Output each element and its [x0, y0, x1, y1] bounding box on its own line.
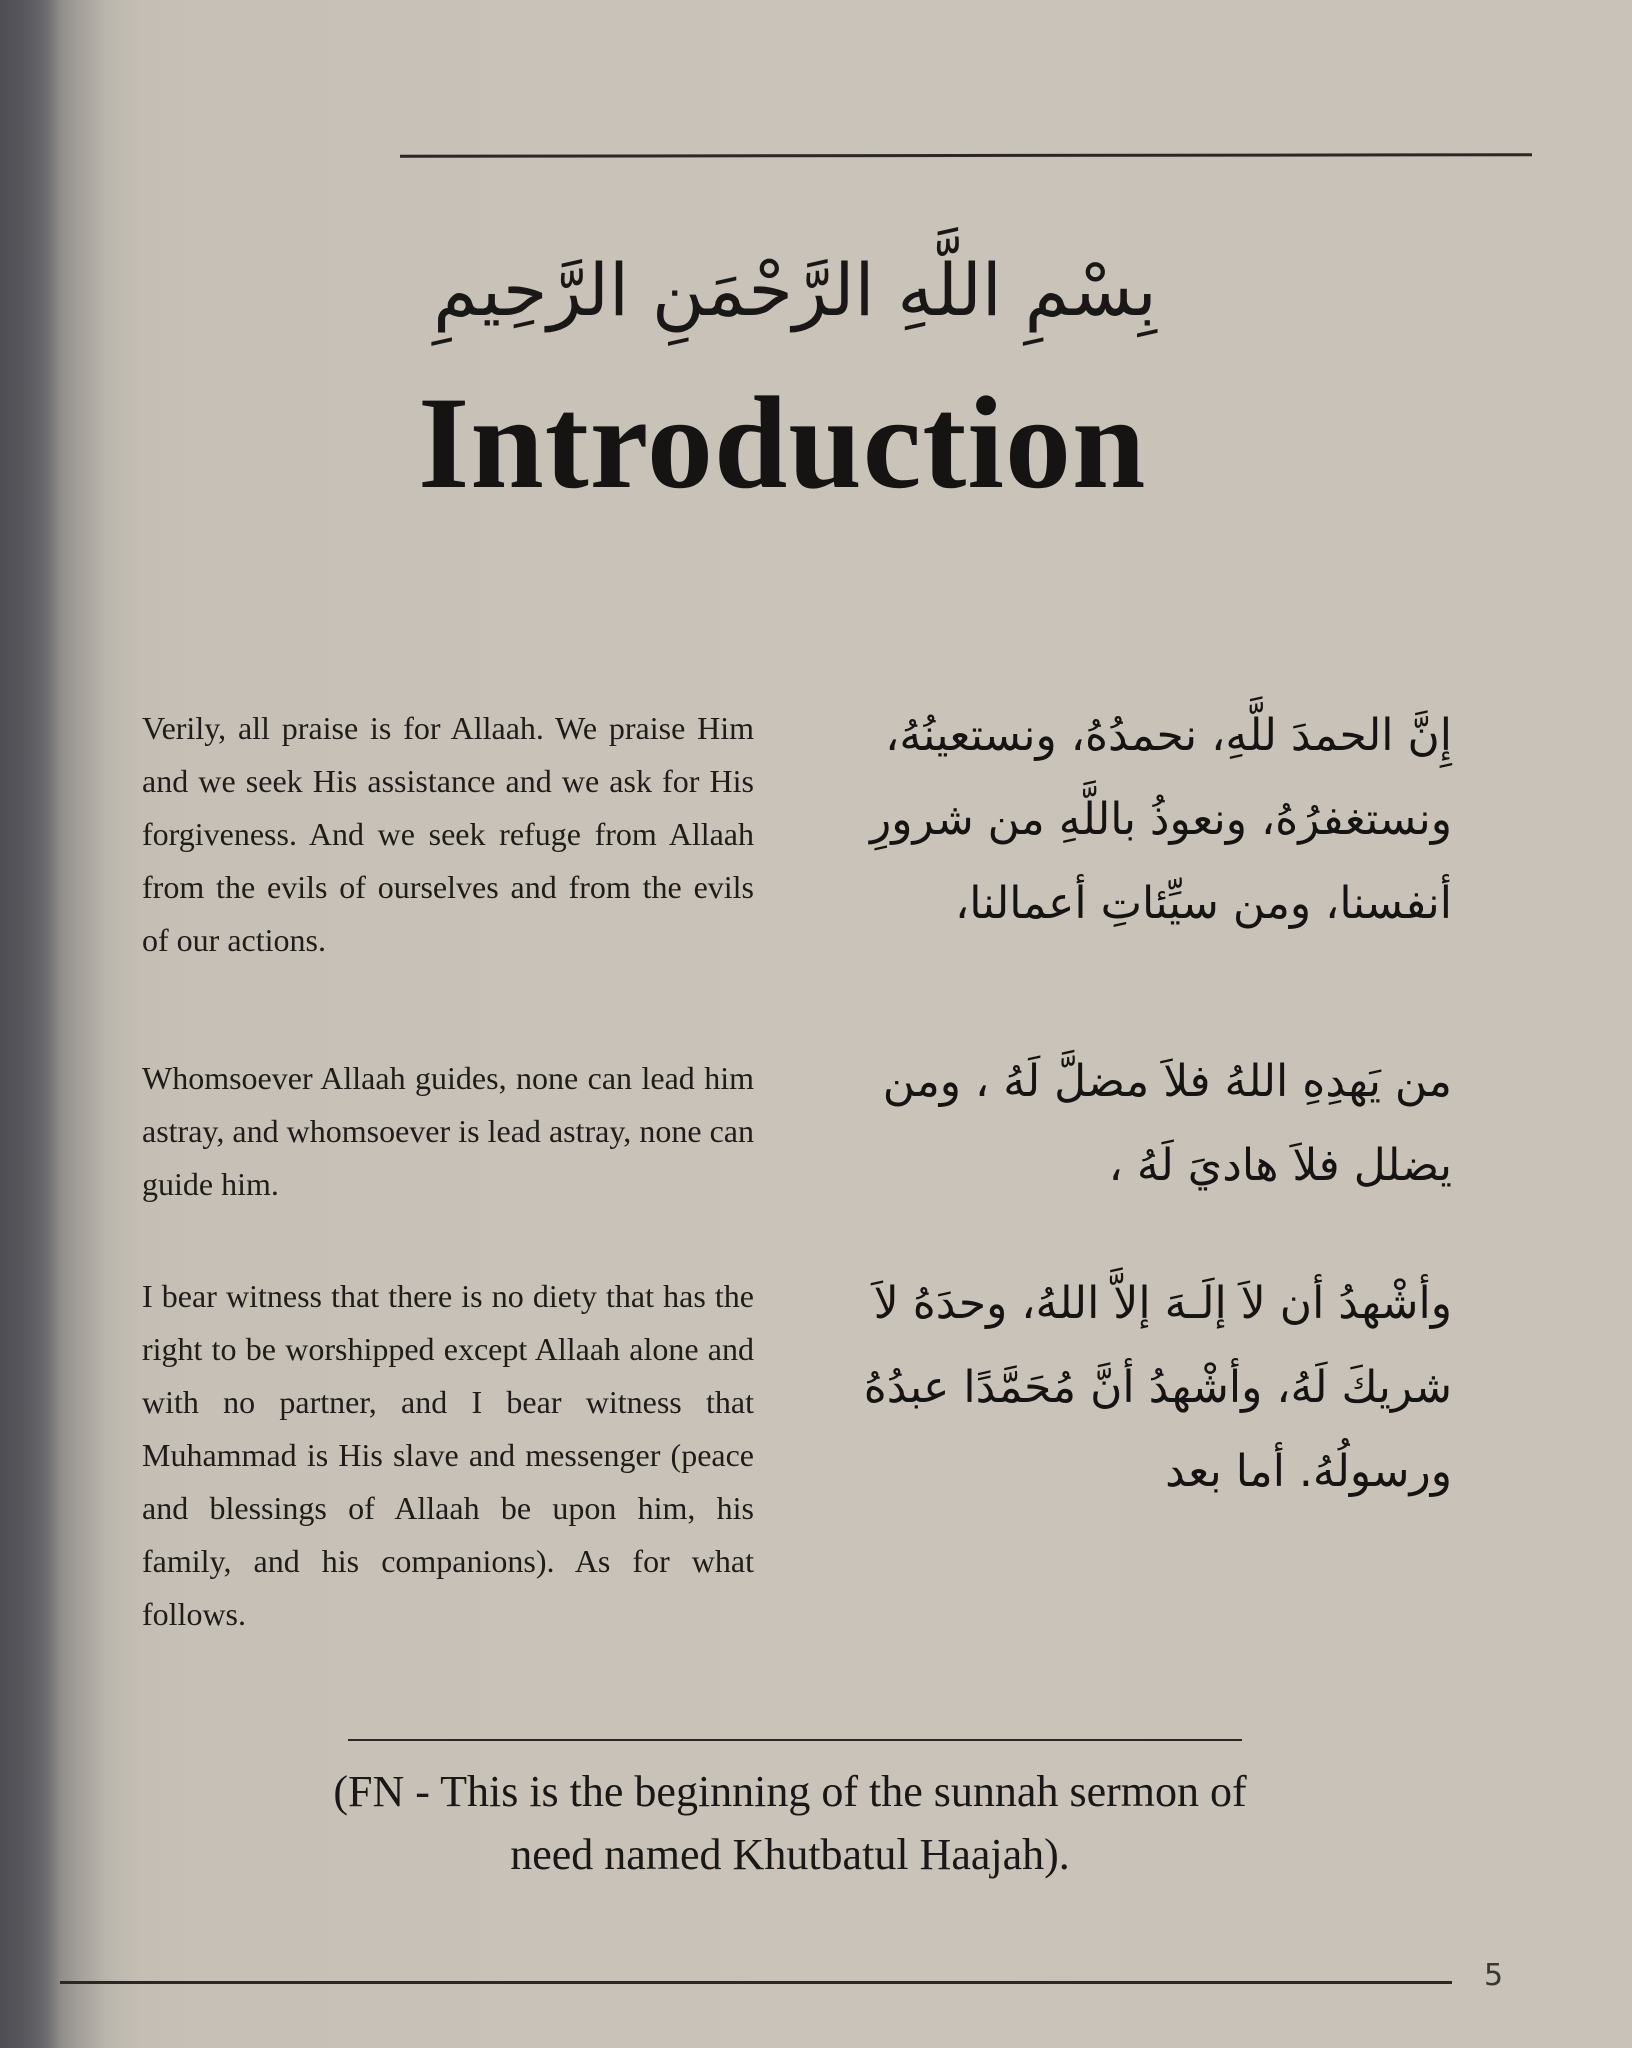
- english-paragraph-2: Whomsoever Allaah guides, none can lead him astray, and whomsoever is lead astray, none can guide him.: [142, 1060, 754, 1202]
- header-rule: [400, 153, 1532, 158]
- basmala-text: بِسْمِ اللَّهِ الرَّحْمَنِ الرَّحِيمِ: [433, 248, 1157, 332]
- arabic-paragraph-2: من يَهدِهِ اللهُ فلاَ مضلَّ لَهُ ، ومن يضلل فلاَ هاديَ لَهُ ،: [882, 1056, 1452, 1191]
- english-paragraph-3: I bear witness that there is no diety that has the right to be worshipped except Allaah alone and with no partner, and I bear witness that Muhammad is His slave and messenger (peace and blessings of Allaah be upon him, his family, and his companions). As for what follows.: [142, 1278, 754, 1632]
- page-number: 5: [1484, 1958, 1504, 1993]
- footer-rule: [60, 1981, 1452, 1984]
- footnote: (FN - This is the beginning of the sunnah sermon of need named Khutbatul Haajah).: [333, 1767, 1247, 1879]
- arabic-paragraph-3: وأشْهدُ أن لاَ إلَـهَ إلاَّ اللهُ، وحدَهُ لاَ شريكَ لَهُ، وأشْهدُ أنَّ مُحَمَّدًا عبدُهُ ورسولُهُ. أما بعد: [863, 1278, 1452, 1497]
- basmala-calligraphy: [430, 215, 1160, 365]
- page-title: Introduction: [418, 369, 1147, 516]
- english-paragraph-1: Verily, all praise is for Allaah. We praise Him and we seek His assistance and we ask for His forgiveness. And we seek refuge from Allaah from the evils of ourselves and from the evils of our actions.: [142, 710, 754, 958]
- footnote-rule: [348, 1739, 1242, 1741]
- arabic-paragraph-1: إِنَّ الحمدَ للَّهِ، نحمدُهُ، ونستعينُهُ، ونستغفرُهُ، ونعوذُ باللَّهِ من شرورِ أنفسنا، ومن سيِّئاتِ أعمالنا،: [870, 710, 1452, 929]
- binding-shadow: [0, 0, 60, 2048]
